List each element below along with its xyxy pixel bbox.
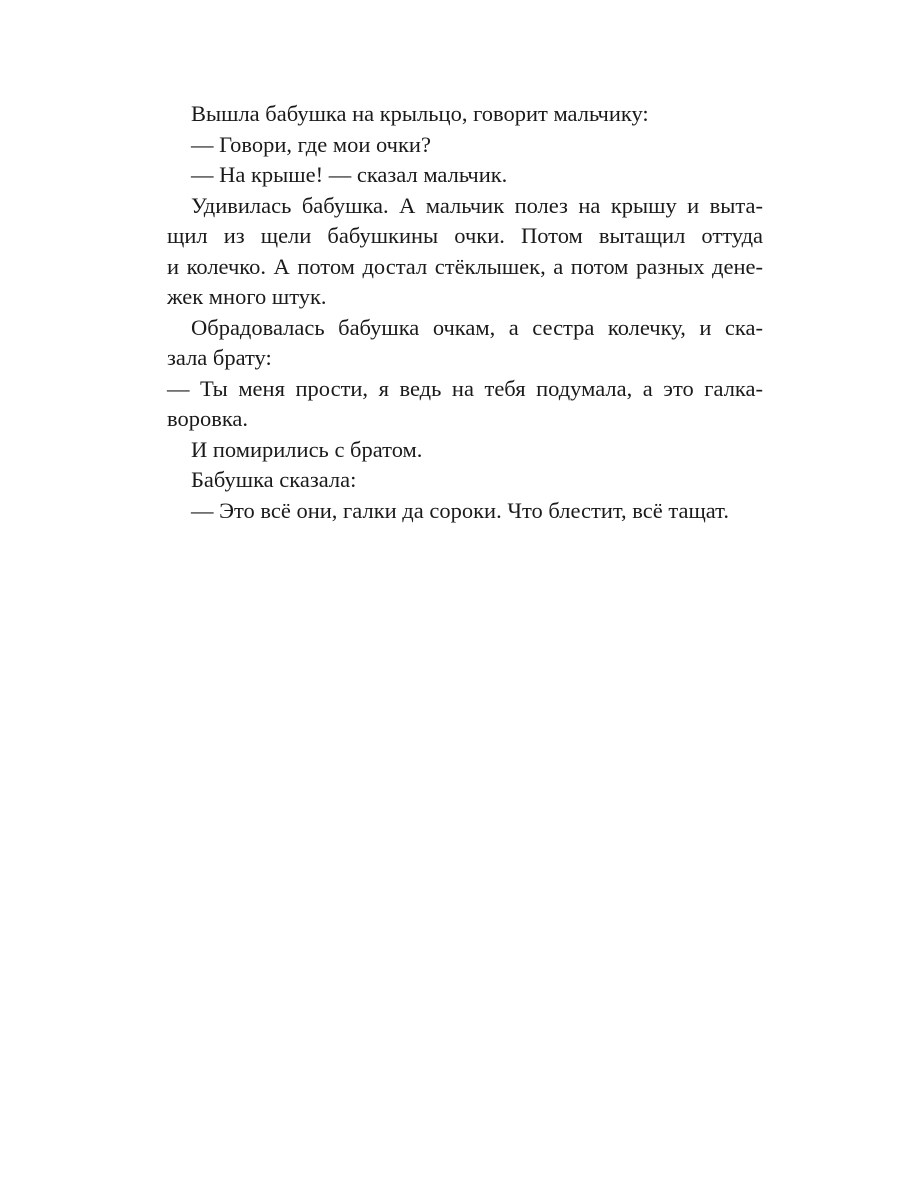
text-line: — Ты меня прости, я ведь на тебя подумала, а это галка- [167,375,763,401]
text-line: и колечко. А потом достал стёклышек, а потом разных денe- [167,253,763,279]
text-line: воровка. [167,406,249,431]
story-text [167,99,763,526]
text-line: щил из щели бабушкины очки. Потом вытащил оттуда [167,223,763,248]
text-line: Вышла бабушка на крыльцо, говорит мальчику: [191,101,649,126]
text-line: И помирились с братом. [191,436,423,462]
text-line: — Говори, где мои очки? [191,131,431,157]
text-line: Удивилась бабушка. А мальчик полез на крышу и выта- [191,192,763,218]
text-line: Обрадовалась бабушка очкам, а сестра колечку, и ска- [191,314,763,340]
text-line: жек много штук. [167,284,327,309]
text-line: зала брату: [167,345,272,370]
text-line: Бабушка сказала: [191,467,357,492]
text-line: — Это всё они, галки да сороки. Что блестит, всё тащат. [191,497,729,523]
text-line: — На крыше! — сказал мальчик. [191,162,508,187]
